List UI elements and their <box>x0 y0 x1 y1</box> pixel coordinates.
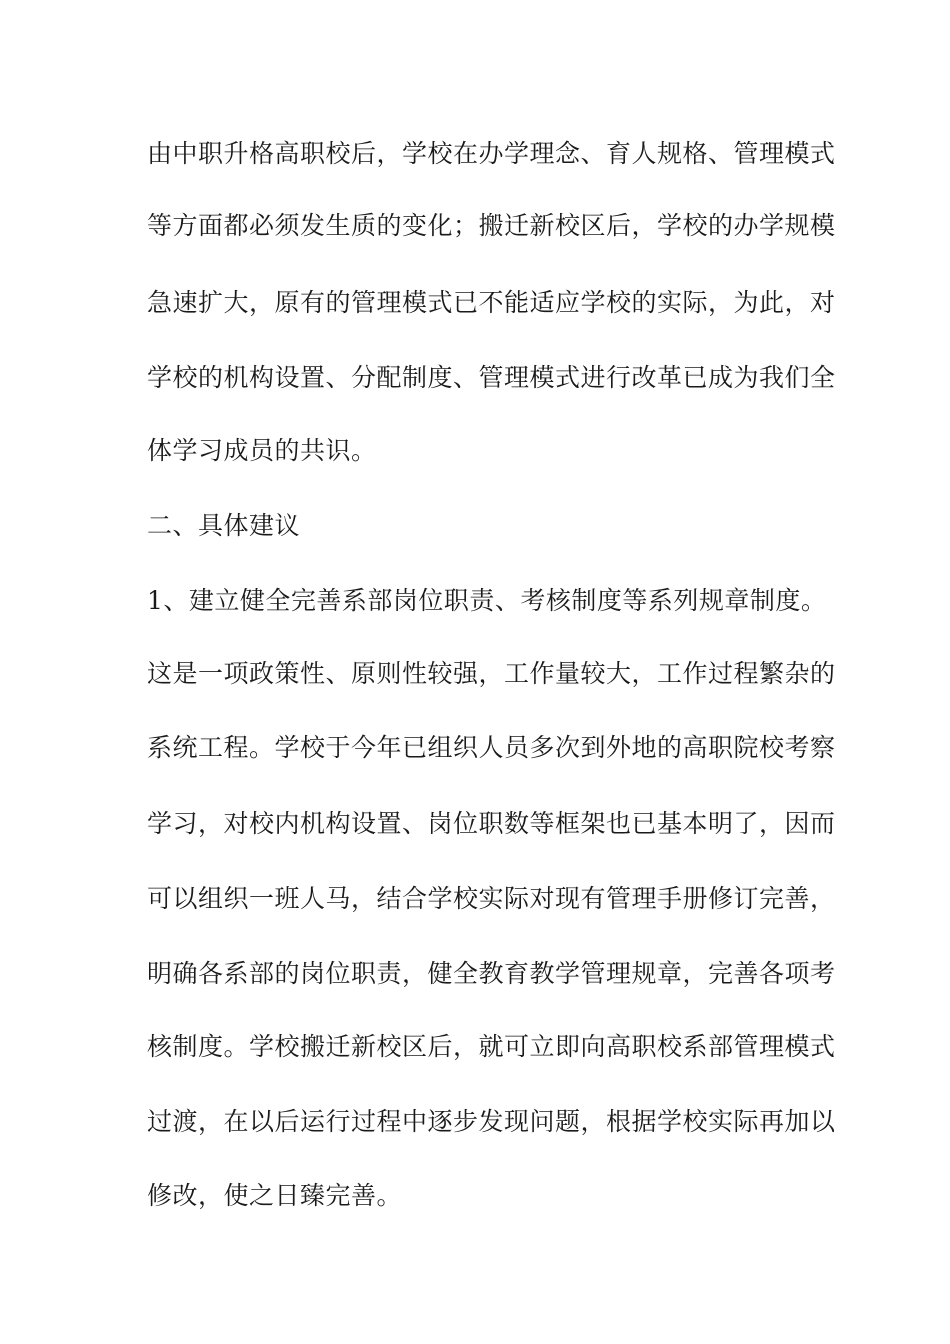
paragraph-line-1: 由中职升格高职校后，学校在办学理念、育人规格、管理模式 <box>147 139 836 168</box>
paragraph-line-12: 过渡，在以后运行过程中逐步发现问题，根据学校实际再加以 <box>147 1107 836 1136</box>
section-heading: 二、具体建议 <box>147 511 301 540</box>
item-heading-1: 1、建立健全完善系部岗位职责、考核制度等系列规章制度。 <box>147 586 827 615</box>
paragraph-line-7: 系统工程。学校于今年已组织人员多次到外地的高职院校考察 <box>147 733 836 762</box>
paragraph-line-9: 可以组织一班人马，结合学校实际对现有管理手册修订完善， <box>147 884 836 913</box>
paragraph-line-6: 这是一项政策性、原则性较强，工作量较大，工作过程繁杂的 <box>147 659 836 688</box>
paragraph-line-4: 学校的机构设置、分配制度、管理模式进行改革已成为我们全 <box>147 363 836 392</box>
paragraph-line-2: 等方面都必须发生质的变化；搬迁新校区后，学校的办学规模 <box>147 211 836 240</box>
paragraph-line-3: 急速扩大，原有的管理模式已不能适应学校的实际，为此，对 <box>147 288 836 317</box>
paragraph-line-5: 体学习成员的共识。 <box>147 436 377 465</box>
paragraph-line-11: 核制度。学校搬迁新校区后，就可立即向高职校系部管理模式 <box>147 1032 836 1061</box>
paragraph-line-8: 学习，对校内机构设置、岗位职数等框架也已基本明了，因而 <box>147 809 836 838</box>
paragraph-line-13: 修改，使之日臻完善。 <box>147 1181 403 1210</box>
paragraph-line-10: 明确各系部的岗位职责，健全教育教学管理规章，完善各项考 <box>147 959 836 988</box>
